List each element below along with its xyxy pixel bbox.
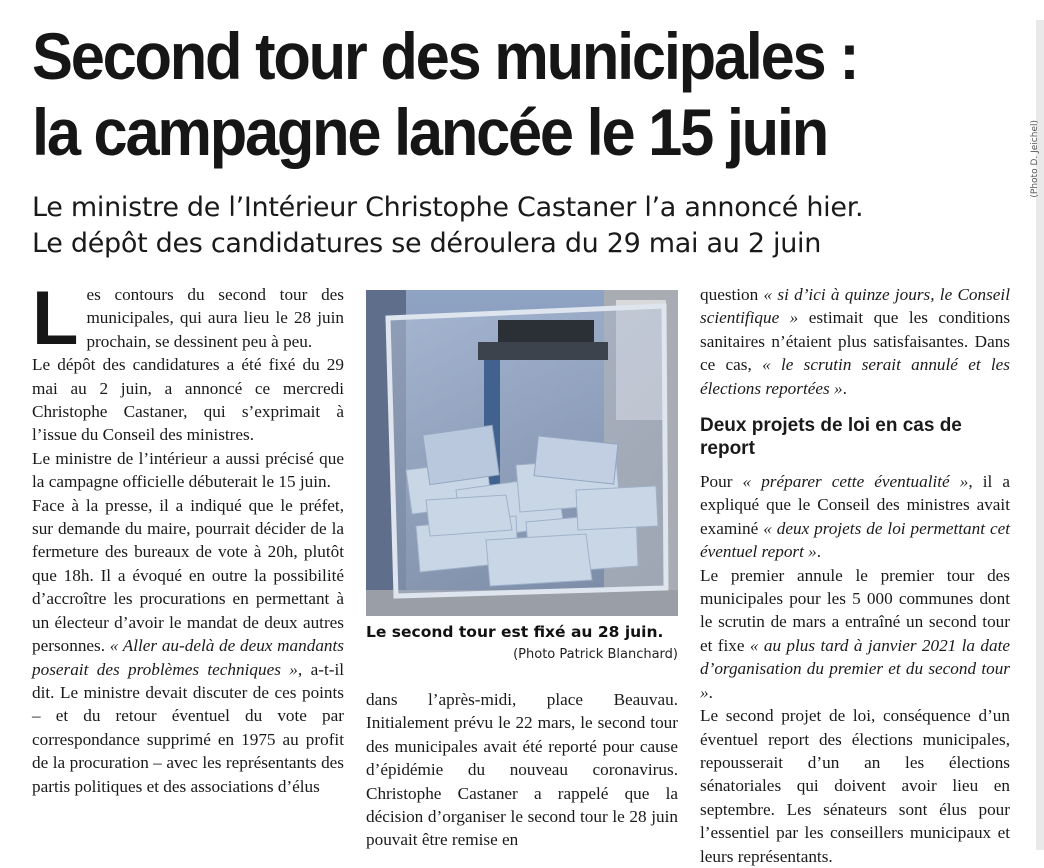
paragraph-text: . (816, 542, 822, 562)
paragraph (700, 470, 1010, 564)
paragraph: dans l’après-midi, place Beauvau. Initialement prévu le 22 mars, le second tour des municipales avait été reporté pour cause d’épidémie du nouveau coronavirus. Christophe Castaner a rappelé que la décision d’organiser le second tour le 28 juin pouvait être remise en (366, 690, 678, 850)
photo-caption: Le second tour est fixé au 28 juin. (366, 623, 664, 641)
ballot-box-illustration (366, 290, 678, 616)
photo-credit: (Photo Patrick Blanchard) (513, 647, 678, 662)
standfirst-line-2: Le dépôt des candidatures se déroulera du 29 mai au 2 juin (32, 228, 822, 259)
article-column-3 (700, 283, 1010, 868)
paragraph-text: Face à la presse, il a indiqué que le préfet, sur demande du maire, pourrait décider de la fermeture des bureaux de vote à 20h, plutôt que 18h. Il a évoqué en outre la possibilité d’accroître les procurations en permettant à un électeur d’avoir le mandat de deux autres personnes. (32, 495, 344, 656)
paragraph (32, 276, 344, 361)
side-photo-credit: (Photo D. Jeichel) (1030, 120, 1040, 198)
quote: « le scrutin serait annulé et les élections reportées » (700, 355, 1010, 398)
paragraph-text: Le premier annule le premier tour des municipales pour les 5 000 communes dont le scrutin de mars a entraîné un second tour et fixe (700, 565, 1010, 655)
paragraph-text: es contours du second tour des municipales, qui aura lieu le 28 juin prochain, se dessinent peu à peu. (86, 285, 344, 351)
headline (32, 18, 943, 170)
paragraph (32, 494, 344, 798)
quote: « Aller au-delà de deux mandants poserait des problèmes techniques » (32, 636, 344, 679)
section-subheading: Deux projets de loi en cas de report (700, 415, 962, 460)
drop-cap: L (32, 276, 79, 361)
paragraph-text: , il a expliqué que le Conseil des ministres avait examiné (700, 472, 1010, 538)
paragraph-text: Pour (700, 472, 743, 492)
paragraph-text: . (708, 682, 713, 702)
headline-line-2: la campagne lancée le 15 juin (32, 95, 827, 169)
article-column-2 (366, 688, 678, 852)
quote: « préparer cette éventualité » (742, 472, 969, 492)
paragraph-text: estimait que les conditions sanitaires n’étaient plus satisfaisantes. Dans ce cas, (700, 308, 1011, 375)
standfirst (32, 190, 1022, 262)
quote: « deux projets de loi permettant cet éventuel report » (700, 518, 1010, 562)
paragraph: Le dépôt des candidatures a été fixé du 29 mai au 2 juin, a annoncé ce mercredi Christophe Castaner, qui s’exprimait à l’issue du Conseil des ministres. (32, 355, 344, 445)
ballot-box-photo (366, 290, 678, 616)
paragraph (700, 283, 1010, 400)
paragraph-text: question (700, 285, 764, 304)
headline-line-1: Second tour des municipales : (32, 19, 858, 93)
article-column-1 (32, 276, 345, 798)
paragraph-text: , a-t-il dit. Le ministre devait discuter de ces points – et du retour éventuel du vote par correspondance supprimé en 1975 au profit de la procuration – avec les représentants des partis politiques et des associations d’élus (32, 659, 345, 796)
quote: « au plus tard à janvier 2021 la date d’organisation du premier et du second tour » (700, 635, 1010, 702)
paragraph: Le second projet de loi, conséquence d’un éventuel report des élections municipales, repousserait d’un an les élections sénatoriales qui doivent avoir lieu en septembre. Les sénateurs sont élus pour l’essentiel par les conseillers municipaux et leurs représentants. (700, 706, 1010, 866)
paragraph-text: . (842, 378, 847, 398)
paragraph (700, 564, 1010, 704)
quote: « si d’ici à quinze jours, le Conseil scientifique » (700, 285, 1010, 328)
standfirst-line-1: Le ministre de l’Intérieur Christophe Castaner l’a annoncé hier. (32, 192, 864, 223)
paragraph: Le ministre de l’intérieur a aussi précisé que la campagne officielle débuterait le 15 juin. (32, 448, 344, 492)
